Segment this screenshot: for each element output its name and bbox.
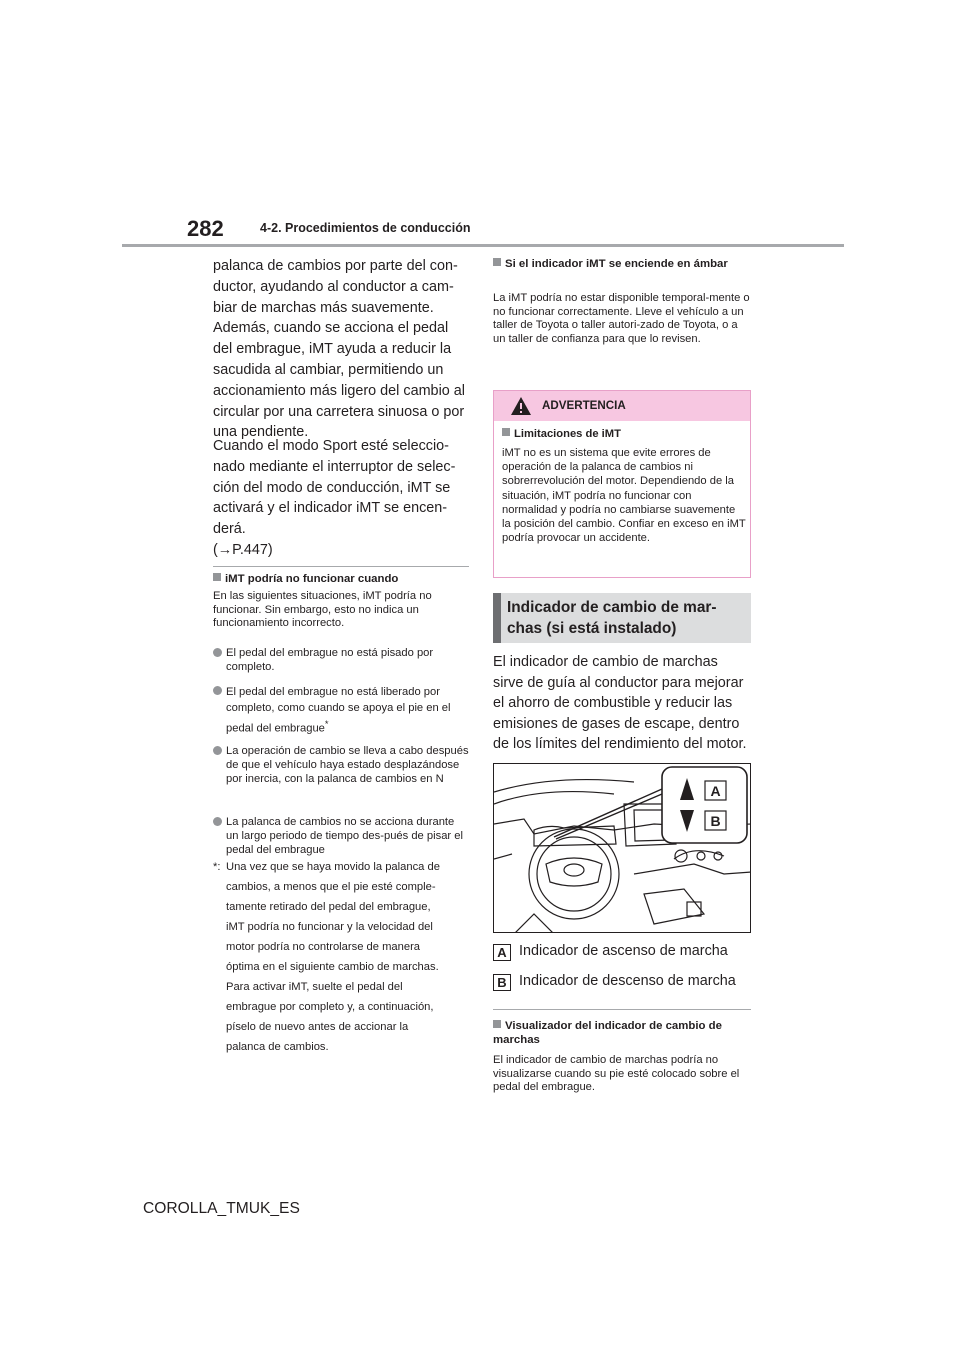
document-code: COROLLA_TMUK_ES — [143, 1200, 300, 1217]
square-bullet-icon — [493, 258, 501, 266]
legend-item-a — [493, 943, 728, 961]
footnote-line: óptima en el siguiente cambio de marchas. — [226, 961, 439, 973]
sport-mode-text: Cuando el modo Sport esté seleccio-nado mediante el interruptor de selec-ción del modo de conducción, iMT se activará y el indicador iMT se encen-derá. — [213, 438, 456, 538]
warning-title: ADVERTENCIA — [542, 399, 626, 412]
intro-text: En las siguientes situaciones, iMT podría no funcionar. Sin embargo, esto no indica un funcionamiento incorrecto. — [213, 590, 432, 629]
subhead-amber — [493, 257, 751, 271]
section-divider — [493, 1009, 751, 1010]
amber-text: La iMT podría no estar disponible temporal-mente o no funcionar correctamente. Lleve el vehículo a un taller de Toyota o taller autori-zado de Toyota, o a un taller de confianza para que lo revisen. — [493, 292, 750, 345]
legend-text: Indicador de ascenso de marcha — [519, 943, 728, 959]
section-divider — [213, 566, 469, 567]
footnote-mark: *: — [213, 861, 221, 873]
legend-key: B — [493, 974, 511, 991]
subhead-text: Si el indicador iMT se enciende en ámbar — [505, 258, 728, 270]
bullet-dot-icon — [213, 746, 222, 755]
subhead-display — [493, 1019, 751, 1047]
legend-key: A — [493, 944, 511, 961]
list-item-text: La palanca de cambios no se acciona durante un largo periodo de tiempo des-pués de pisar el pedal del embrague — [226, 816, 463, 856]
list-item-text: El pedal del embrague no está pisado por completo. — [226, 647, 434, 673]
footnote-line: Para activar iMT, suelte el pedal del — [226, 981, 403, 993]
footnote — [213, 857, 469, 1057]
footnote-line: tamente retirado del pedal del embrague, — [226, 901, 431, 913]
warning-box — [493, 390, 751, 578]
warning-subhead — [502, 428, 621, 440]
header-rule — [122, 244, 844, 247]
section-header: 4-2. Procedimientos de conducción — [260, 221, 471, 235]
footnote-marker: * — [324, 719, 329, 729]
list-item — [213, 815, 469, 857]
page-reference-link[interactable]: (→P.447) — [213, 541, 273, 558]
subhead-text: iMT podría no funcionar cuando — [225, 573, 399, 585]
section-title-band — [493, 593, 751, 643]
dashboard-drawing — [494, 764, 751, 933]
bullet-dot-icon — [213, 648, 222, 657]
warning-header — [494, 391, 750, 421]
subhead-text: Visualizador del indicador de cambio de marchas — [493, 1020, 722, 1046]
warning-subhead-text: Limitaciones de iMT — [514, 428, 621, 440]
square-bullet-icon — [213, 573, 221, 581]
footnote-line: cambios, a menos que el pie esté comple- — [226, 881, 436, 893]
body-paragraph: palanca de cambios por parte del con-ductor, ayudando al conductor a cam-biar de marchas más suavemente. Además, cuando se acciona el pedal del embrague, iMT ayuda a reducir la sacudida al cambiar, permitiendo un accionamiento más ligero del cambio al circular por una carretera sinuosa o por una pendiente. — [213, 258, 465, 441]
body-paragraph-sport — [213, 436, 469, 561]
section-title: Indicador de cambio de mar-chas (si está instalado) — [507, 599, 717, 637]
display-text: El indicador de cambio de marchas podría no visualizarse cuando su pie esté colocado sobre el pedal del embrague. — [493, 1054, 740, 1093]
page-number: 282 — [187, 216, 224, 241]
warning-triangle-icon — [510, 396, 532, 416]
legend-text: Indicador de descenso de marcha — [519, 973, 736, 989]
warning-text: iMT no es un sistema que evite errores de operación de la palanca de cambios ni sobrerrevolución del motor. Dependiendo de la situación, iMT podría no funcionar con normalidad y podría no cambiarse suavemente la posición del cambio. Confiar en exceso en iMT podría provocar un accidente. — [502, 447, 746, 545]
list-item — [213, 646, 469, 674]
footnote-line: palanca de cambios. — [226, 1041, 329, 1053]
title-accent-bar — [493, 593, 501, 643]
bullet-dot-icon — [213, 686, 222, 695]
dashboard-illustration — [493, 763, 751, 933]
list-item-text: La operación de cambio se lleva a cabo después de que el vehículo haya estado desplazándose por inercia, con la palanca de cambios en N — [226, 745, 469, 785]
description-text: El indicador de cambio de marchas sirve de guía al conductor para mejorar el ahorro de combustible y reducir las emisiones de gases de escape, dentro de los límites del rendimiento del motor. — [493, 654, 747, 753]
footnote-line: píselo de nuevo antes de accionar la — [226, 1021, 409, 1033]
list-item-text: El pedal del embrague no está liberado por completo, como cuando se apoya el pie en el pedal del embrague — [226, 686, 451, 735]
subhead-imt-not-working — [213, 572, 469, 586]
legend-item-b — [493, 973, 736, 991]
indicator-label-b: B — [710, 813, 721, 829]
square-bullet-icon — [493, 1020, 501, 1028]
footnote-line: embrague por completo y, a continuación, — [226, 1001, 434, 1013]
footnote-line: motor podría no controlarse de manera — [226, 941, 421, 953]
indicator-label-a: A — [710, 783, 721, 799]
list-item — [213, 744, 469, 786]
footnote-line: Una vez que se haya movido la palanca de — [226, 861, 440, 873]
square-bullet-icon — [502, 428, 510, 436]
list-item — [213, 684, 469, 737]
footnote-line: iMT podría no funcionar y la velocidad del — [226, 921, 433, 933]
bullet-dot-icon — [213, 817, 222, 826]
